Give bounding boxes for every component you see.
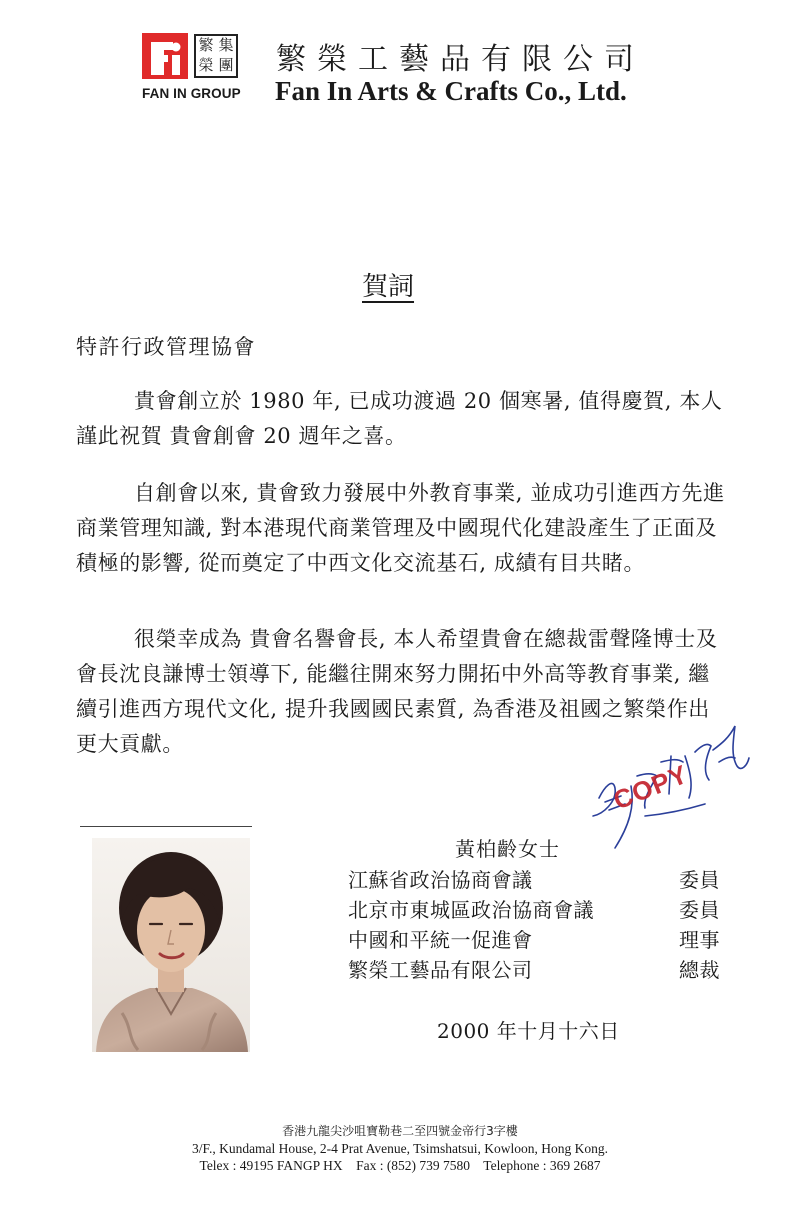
title-row <box>348 866 720 896</box>
address-en: 3/F., Kundamal House, 2-4 Prat Avenue, Tsimshatsui, Kowloon, Hong Kong. <box>192 1141 608 1156</box>
org-name: 北京市東城區政治協商會議 <box>348 898 594 922</box>
org-name: 繁榮工藝品有限公司 <box>348 958 533 982</box>
title-row <box>348 926 720 956</box>
letter-date: 2000 年十月十六日 <box>437 1019 620 1043</box>
contact-info: Telex : 49195 FANGP HX Fax : (852) 739 7580 Telephone : 369 2687 <box>199 1158 601 1173</box>
fi-logo-mark-icon <box>142 33 188 79</box>
letter-title: 賀詞 <box>362 272 415 302</box>
paragraph: 自創會以來, 貴會致力發展中外教育事業, 並成功引進西方先進商業管理知識, 對本港現代商業管理及中國現代化建設產生了正面及積極的影響, 從而奠定了中西文化交流基石, 成績有目共睹。 <box>76 481 725 575</box>
logo-seal <box>194 34 238 78</box>
title-row <box>348 956 720 986</box>
company-name-en: Fan In Arts & Crafts Co., Ltd. <box>275 76 627 106</box>
photo-divider <box>80 826 252 827</box>
seal-char: 榮 <box>198 56 214 74</box>
org-name: 江蘇省政治協商會議 <box>348 868 533 892</box>
role-name: 總裁 <box>679 958 720 982</box>
footer-address <box>0 1123 800 1174</box>
org-name: 中國和平統一促進會 <box>348 928 533 952</box>
company-name-zh: 繁榮工藝品有限公司 <box>276 42 645 77</box>
title-row <box>348 896 720 926</box>
role-name: 委員 <box>679 868 720 892</box>
signer-name: 黃柏齡女士 <box>455 837 560 861</box>
logo-text: FAN IN GROUP <box>142 86 241 101</box>
seal-char: 集 <box>218 36 234 54</box>
seal-char: 繁 <box>198 36 214 54</box>
address-zh: 香港九龍尖沙咀寶勒巷二至四號金帝行3字樓 <box>282 1124 518 1138</box>
role-name: 理事 <box>679 928 720 952</box>
role-name: 委員 <box>679 898 720 922</box>
portrait-photo <box>92 838 250 1052</box>
copy-stamp: COPY <box>609 758 693 816</box>
signer-titles <box>348 866 720 986</box>
paragraph: 很榮幸成為 貴會名譽會長, 本人希望貴會在總裁雷聲隆博士及會長沈良謙博士領導下, 能繼往開來努力開拓中外高等教育事業, 繼續引進西方現代文化, 提升我國國民素質, 為香港及祖國之繁榮作出更大貢獻。 <box>76 627 718 756</box>
paragraph: 貴會創立於 1980 年, 已成功渡過 20 個寒暑, 值得慶賀, 本人謹此祝賀 貴會創會 20 週年之喜。 <box>76 389 723 448</box>
seal-char: 團 <box>218 56 234 74</box>
addressee: 特許行政管理協會 <box>76 335 256 359</box>
company-logo <box>142 33 250 103</box>
